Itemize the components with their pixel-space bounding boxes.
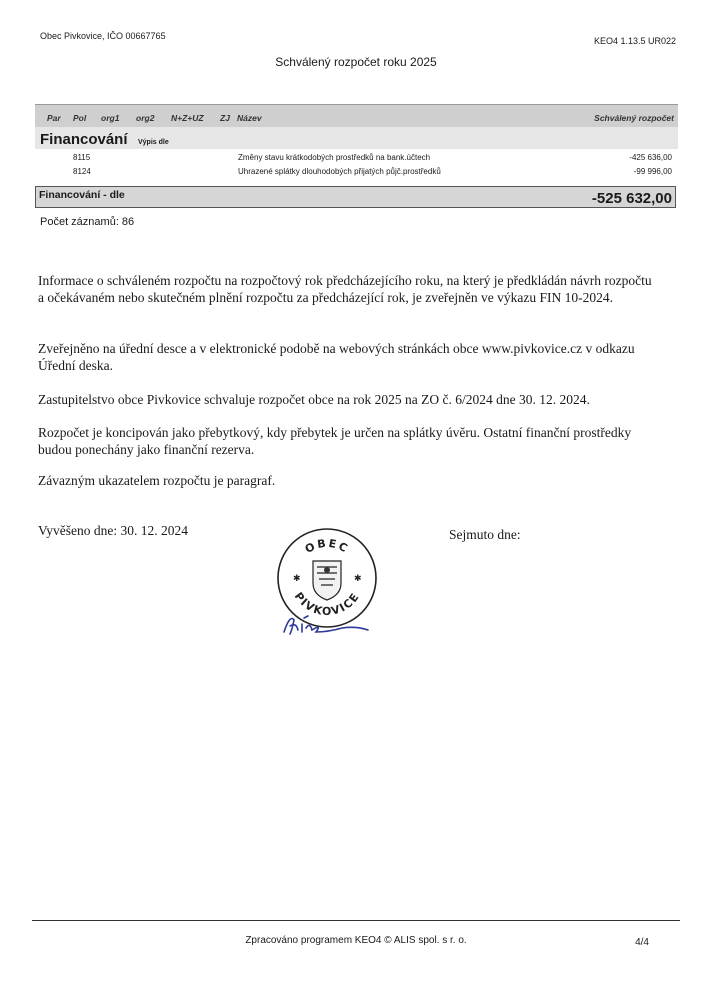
organization-header: Obec Pivkovice, IČO 00667765 xyxy=(40,31,166,41)
paragraph-fin-info: Informace o schváleném rozpočtu na rozpočtový rok předcházejícího roku, na který je předkládán návrh rozpočtu a očekávaném nebo skutečném plnění rozpočtu za předcházející rok, je zveřejněn ve výkazu FIN 10-2024. xyxy=(38,273,652,305)
footer-divider xyxy=(32,920,680,921)
signature xyxy=(282,610,372,638)
table-row xyxy=(35,153,678,165)
record-count: Počet záznamů: 86 xyxy=(40,216,135,228)
section-title: Financování xyxy=(40,131,128,148)
total-value: -525 632,00 xyxy=(591,190,672,207)
section-subtitle: Výpis dle xyxy=(138,139,169,146)
table-column-header xyxy=(35,104,678,127)
col-org2: org2 xyxy=(136,113,155,123)
total-row xyxy=(35,186,676,208)
svg-text:✱: ✱ xyxy=(293,574,301,584)
svg-text:OBEC xyxy=(303,537,351,556)
svg-text:✱: ✱ xyxy=(354,574,362,584)
table-row xyxy=(35,167,678,179)
col-par: Par xyxy=(47,113,61,123)
paragraph-surplus: Rozpočet je koncipován jako přebytkový, kdy přebytek je určen na splátky úvěru. Ostatní finanční prostředky budou ponechány jako finanční rezerva. xyxy=(38,425,632,457)
row-par: 8115 xyxy=(73,153,91,162)
col-zj: ZJ xyxy=(220,113,230,123)
footer-text: Zpracováno programem KEO4 © ALIS spol. s r. o. xyxy=(245,935,467,946)
col-pol: Pol xyxy=(73,113,87,123)
stamp-top-text: OBEC xyxy=(302,536,352,556)
paragraph-binding-indicator: Závazným ukazatelem rozpočtu je paragraf. xyxy=(38,473,276,488)
stamp-bottom-text: PIVKOVICE xyxy=(291,589,363,619)
total-label: Financování - dle xyxy=(39,189,125,201)
col-org1: org1 xyxy=(101,113,120,123)
col-schvaleny-rozpocet: Schválený rozpočet xyxy=(594,113,674,123)
row-amount: -99 996,00 xyxy=(633,167,672,176)
row-amount: -425 636,00 xyxy=(629,153,672,162)
row-par: 8124 xyxy=(73,167,91,176)
row-name: Změny stavu krátkodobých prostředků na bank.účtech xyxy=(238,153,431,162)
paragraph-approval: Zastupitelstvo obce Pivkovice schvaluje rozpočet obce na rok 2025 na ZO č. 6/2024 dne 30. 12. 2024. xyxy=(38,392,590,407)
paragraph-publication: Zveřejněno na úřední desce a v elektronické podobě na webových stránkách obce www.pivkovice.cz v odkazu Úřední deska. xyxy=(38,341,635,373)
software-version: KEO4 1.13.5 UR022 xyxy=(593,36,676,46)
col-nzuz: N+Z+UZ xyxy=(171,113,204,123)
section-header xyxy=(35,127,678,149)
col-nazev: Název xyxy=(237,113,262,123)
signature-icon xyxy=(282,610,372,638)
posted-date: Vyvěšeno dne: 30. 12. 2024 xyxy=(38,523,188,538)
page-title: Schválený rozpočet roku 2025 xyxy=(275,55,437,69)
removed-date: Sejmuto dne: xyxy=(449,527,521,542)
row-name: Uhrazené splátky dlouhodobých přijatých půjč.prostředků xyxy=(238,167,441,176)
page-number: 4/4 xyxy=(635,937,649,948)
